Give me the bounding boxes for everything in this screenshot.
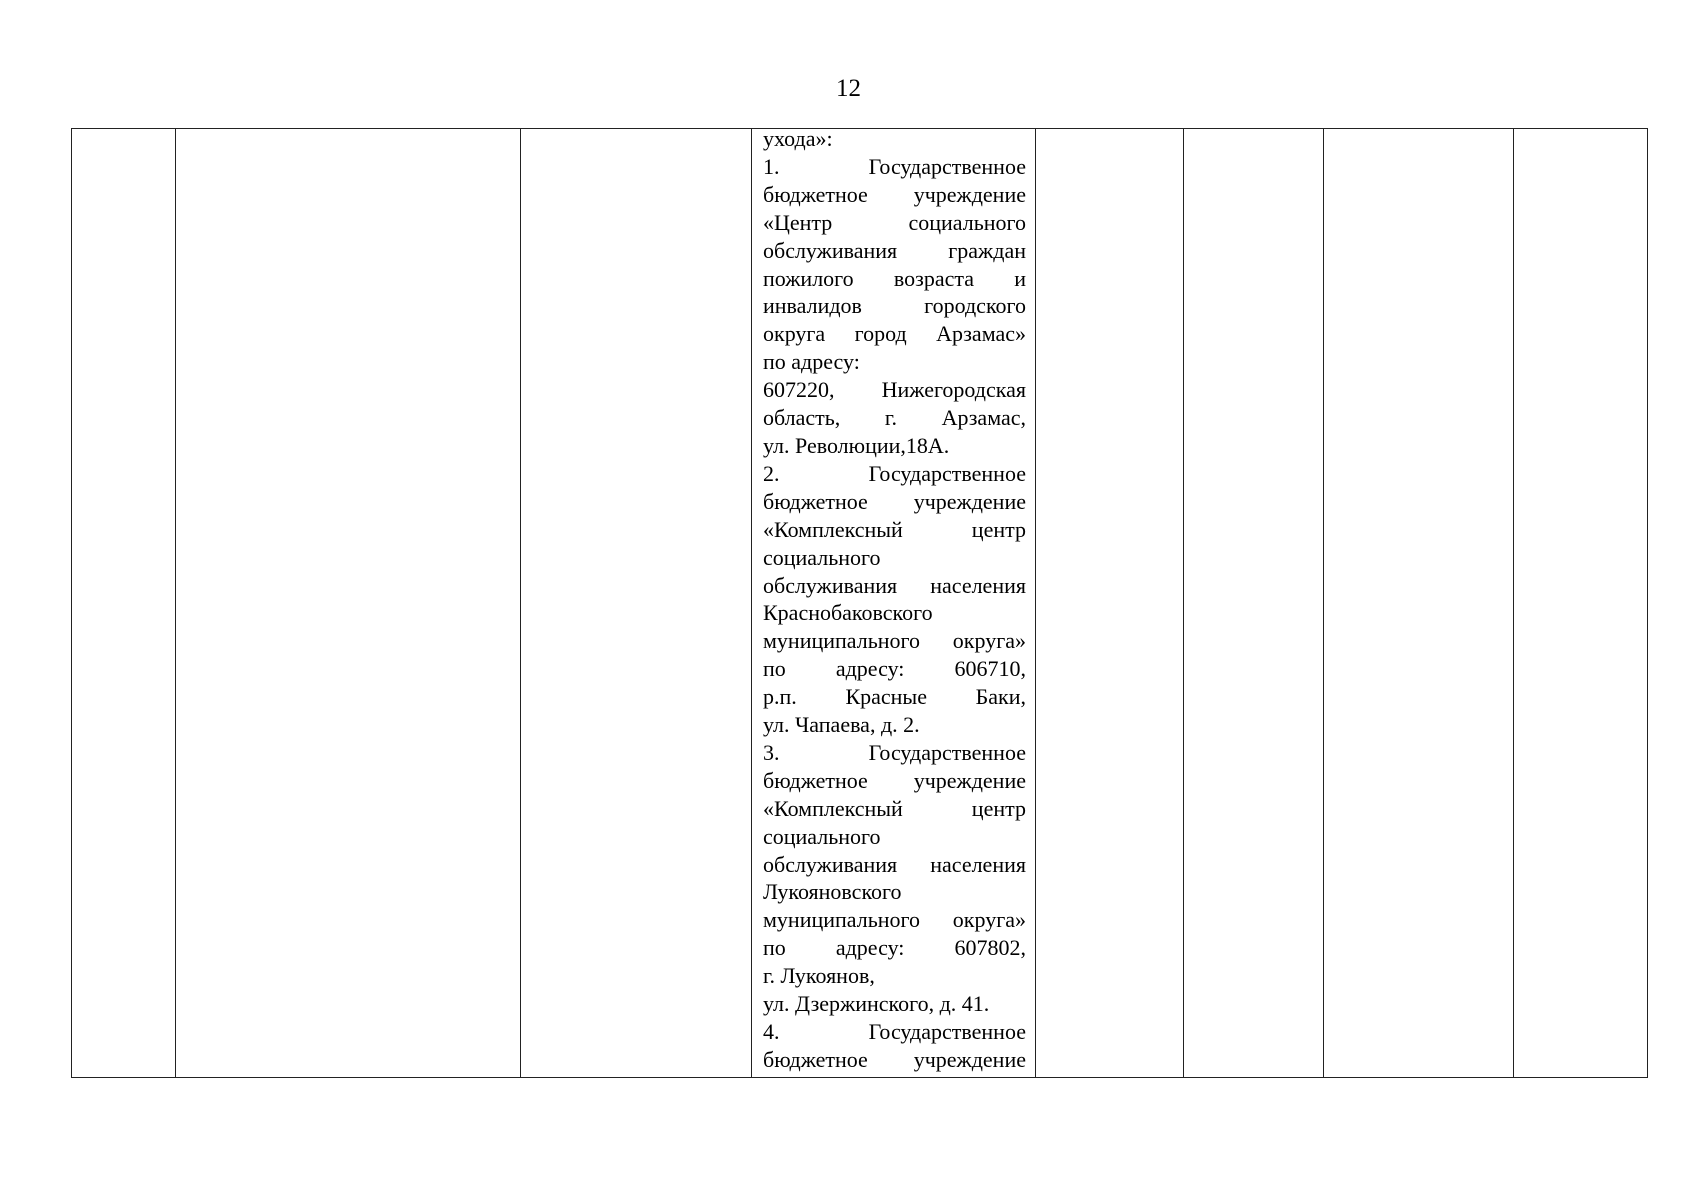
text-line: бюджетное учреждение [763,488,1026,514]
text-line: 3. Государственное [763,739,1026,765]
text-line: 2. Государственное [763,460,1026,486]
text-line: ухода»: [763,126,833,151]
text-line: «Комплексный центр [763,516,1026,542]
table-cell-col2 [176,129,521,1078]
text-line: 4. Государственное [763,1019,1026,1044]
text-line: пожилого возраста и [763,265,1026,291]
table-row [72,129,1648,1078]
document-table [71,128,1648,1078]
table-cell-col3 [521,129,752,1078]
table-cell-col6 [1184,129,1324,1078]
text-line: бюджетное учреждение [763,1046,1026,1072]
table-cell-col1 [72,129,176,1078]
table-cell-col7 [1324,129,1514,1078]
text-line: муниципального округа» [763,907,1026,933]
text-line: «Центр социального [763,209,1026,235]
table-cell-institutions [752,126,1036,1078]
text-line: р.п. Красные Баки, [763,684,1026,710]
text-line: социального [763,544,881,570]
text-line: округа город Арзамас» [763,321,1026,347]
text-line: муниципального округа» [763,628,1026,654]
text-line: по адресу: [763,349,860,375]
table-cell-col5 [1036,129,1184,1078]
text-line: бюджетное учреждение [763,767,1026,793]
text-line: по адресу: 607802, [763,935,1026,961]
text-line: обслуживания граждан [763,237,1026,263]
text-line: обслуживания населения [763,851,1026,877]
text-line: инвалидов городского [763,293,1026,319]
text-line: «Комплексный центр [763,795,1026,821]
text-line: ул. Дзержинского, д. 41. [763,991,990,1017]
page-number: 12 [836,75,861,102]
text-line: 607220, Нижегородская [763,377,1026,403]
text-line: Лукояновского [763,879,902,905]
text-line: обслуживания населения [763,572,1026,598]
text-line: ул. Чапаева, д. 2. [763,712,920,738]
text-line: бюджетное учреждение [763,181,1026,207]
institutions-list-text [763,125,1026,1074]
text-line: ул. Революции,18А. [763,432,950,458]
text-line: 1. Государственное [763,153,1026,179]
table-cell-col8 [1514,129,1648,1078]
text-line: Краснобаковского [763,600,933,626]
text-line: социального [763,823,881,849]
text-line: по адресу: 606710, [763,656,1026,682]
text-line: г. Лукоянов, [763,963,875,989]
text-line: область, г. Арзамас, [763,405,1026,431]
